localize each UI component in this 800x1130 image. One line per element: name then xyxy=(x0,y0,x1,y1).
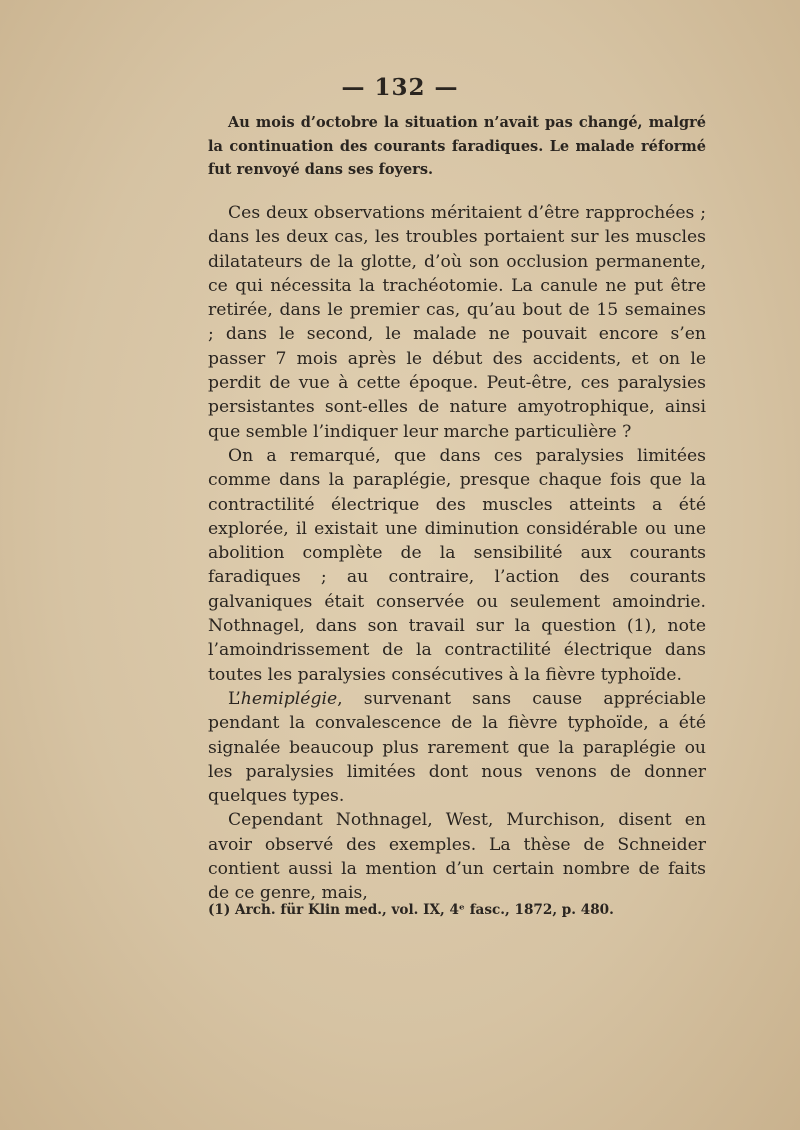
body-text xyxy=(208,201,706,906)
footnote: (1) Arch. für Klin med., vol. IX, 4ᵉ fasc., 1872, p. 480. xyxy=(208,902,614,918)
paragraph-4: Cependant Nothnagel, West, Murchison, disent en avoir observé des exemples. La thèse de Schneider contient aussi la mention d’un certain nombre de faits de ce genre, mais, xyxy=(208,810,706,904)
page-number: — 132 — xyxy=(341,74,459,101)
paragraph-1: Ces deux observations méritaient d’être rapprochées ; dans les deux cas, les troubles portaient sur les muscles dilatateurs de la glotte, d’où son occlusion permanente, ce qui nécessita la trachéotomie. La canule ne put être retirée, dans le premier cas, qu’au bout de 15 semaines ; dans le second, le malade ne pouvait encore s’en passer 7 mois après le début des accidents, et on le perdit de vue à cette époque. Peut-être, ces paralysies persistantes sont-elles de nature amyotrophique, ainsi que semble l’indiquer leur marche particulière ? xyxy=(208,203,706,442)
paragraph-3-rest: , survenant sans cause appréciable pendant la convalescence de la fièvre typhoïde, a été signalée beaucoup plus rarement que la paraplégie ou les paralysies limitées dont nous venons de donner quelques types. xyxy=(208,688,706,807)
paragraph-2: On a remarqué, que dans ces paralysies limitées comme dans la paraplégie, presque chaque fois que la contractilité électrique des muscles atteints a été explorée, il existait une diminution considérable ou une abolition complète de la sensibilité aux courants faradiques ; au contraire, l’action des courants galvaniques était conservée ou seulement amoindrie. Nothnagel, dans son travail sur la question (1), note l’amoindrissement de la contractilité électrique dans toutes les paralysies consécutives à la fièvre typhoïde. xyxy=(208,445,706,685)
intro-text: Au mois d’octobre la situation n’avait pas changé, malgré la continuation des courants faradiques. Le malade réformé fut renvoyé dans ses foyers. xyxy=(208,114,706,178)
paragraph-3-prefix: L’ xyxy=(228,688,241,709)
paragraph-3 xyxy=(208,687,706,808)
paragraph-3-italic: hemiplégie xyxy=(240,688,338,709)
intro-paragraph xyxy=(208,111,706,182)
